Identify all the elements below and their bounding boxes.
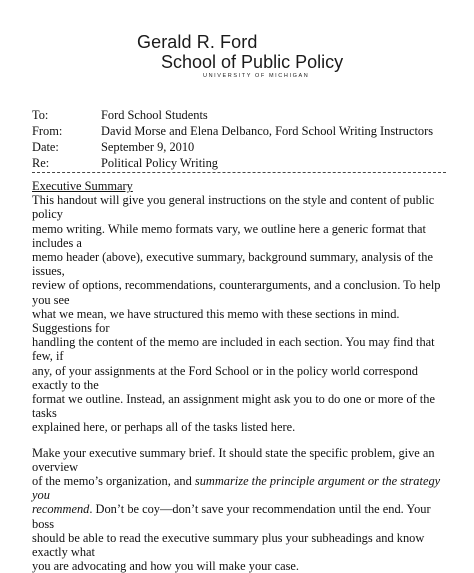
to-value: Ford School Students	[101, 108, 208, 122]
p2-text-italic: summarize the principle argument or the strategy you recommend	[32, 474, 441, 517]
logo-line-university: UNIVERSITY OF MICHIGAN	[203, 73, 310, 79]
memo-header	[32, 107, 433, 171]
re-value: Political Policy Writing	[101, 156, 218, 170]
header-row-re	[32, 155, 433, 171]
logo-line-name: Gerald R. Ford	[137, 32, 258, 52]
header-row-from	[32, 123, 433, 139]
from-label: From:	[32, 124, 63, 138]
header-row-date	[32, 139, 433, 155]
date-label: Date:	[32, 140, 59, 154]
p2-text-b: . Don’t be coy—don’t save your recommendation until the end. Your boss should be able to read the executive summary plus your subheadings and know exactly what you are advocating and how you will make your case.	[32, 502, 431, 573]
logo-line-school: School of Public Policy	[161, 52, 344, 72]
re-label: Re:	[32, 156, 50, 170]
section-title: Executive Summary	[32, 179, 133, 193]
p2-text-a: Make your executive summary brief. It should state the specific problem, give an overview of the memo’s organization, and	[32, 445, 435, 489]
date-value: September 9, 2010	[101, 140, 195, 154]
header-divider	[32, 172, 446, 173]
header-row-to	[32, 107, 433, 123]
memo-body	[32, 179, 446, 573]
paragraph-spacer	[32, 435, 446, 446]
from-value: David Morse and Elena Delbanco, Ford School Writing Instructors	[101, 124, 434, 138]
paragraph-intro: This handout will give you general instructions on the style and content of public policy memo writing. While memo formats vary, we outline here a generic format that includes a memo header (above), executive summary, background summary, analysis of the issues, review of options, recommendations, counterarguments, and a conclusion. To help you see what we mean, we have structured this memo with these sections in mind. Suggestions for handling the content of the memo are included in each section. You may find that few, if any, of your assignments at the Ford School or in the policy world correspond exactly to the format we outline. Instead, an assignment might ask you to do one or more of the tasks explained here, or perhaps all of the tasks listed here.	[32, 193, 441, 435]
paragraph-executive-summary	[32, 446, 446, 573]
school-logo	[137, 32, 343, 79]
to-label: To:	[32, 108, 49, 122]
